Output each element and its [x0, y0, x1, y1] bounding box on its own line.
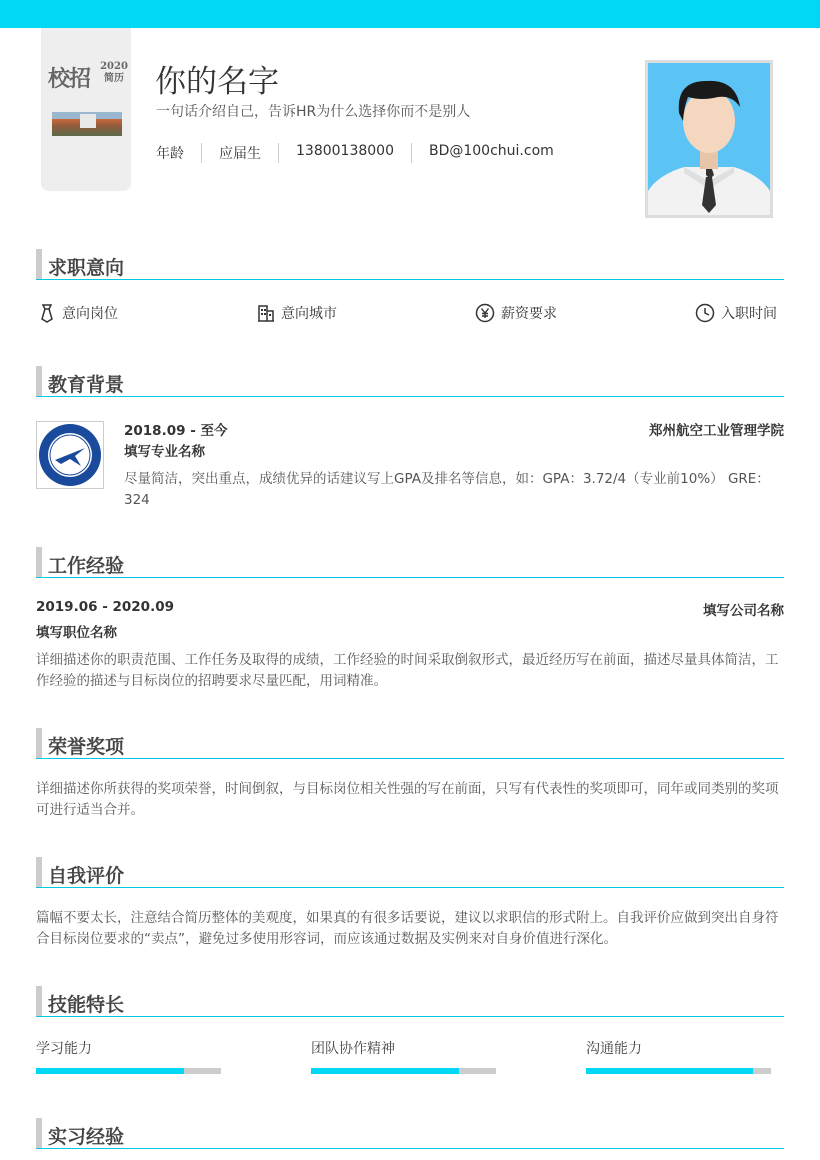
section-title: 技能特长 [48, 994, 125, 1016]
info-phone: 13800138000 [278, 143, 411, 163]
work-period: 2019.06 - 2020.09 [36, 599, 174, 615]
section-header-self [36, 857, 784, 888]
section-header-work [36, 547, 784, 578]
section-header-skills [36, 986, 784, 1017]
basic-info-row [156, 143, 571, 163]
section-marker [36, 547, 42, 577]
education-school: 郑州航空工业管理学院 [649, 423, 784, 439]
clock-icon [695, 303, 715, 323]
logo-year-text [99, 61, 129, 85]
skill-bar-fill [586, 1068, 753, 1074]
info-age: 年龄 [156, 146, 184, 162]
candidate-name: 你的名字 [155, 64, 279, 100]
education-period: 2018.09 - 至今 [124, 423, 228, 439]
section-marker [36, 728, 42, 758]
intent-start-date-label: 入职时间 [721, 306, 777, 322]
section-marker [36, 366, 42, 396]
section-title: 工作经验 [48, 555, 125, 577]
building-icon [257, 303, 275, 323]
work-position: 填写职位名称 [36, 625, 117, 641]
avatar-illustration [648, 63, 770, 215]
intent-start-date [695, 303, 777, 323]
self-evaluation: 篇幅不要太长，注意结合简历整体的美观度，如果真的有很多话要说，建议以求职信的形式附上。自我评价应做到突出自身符合目标岗位要求的“卖点”，避免过多使用形容词，而应该通过数据及实例来对自身价值进行深化。 [36, 910, 779, 947]
skill-bar-fill [311, 1068, 459, 1074]
tie-icon [38, 303, 56, 323]
yen-icon [475, 303, 495, 323]
profile-photo [645, 60, 773, 218]
skill-name: 学习能力 [36, 1041, 92, 1057]
candidate-intro: 一句话介绍自己，告诉HR为什么选择你而不是别人 [156, 104, 471, 120]
school-emblem [36, 421, 104, 489]
logo-year: 2020 [100, 61, 128, 72]
logo-main-text: 校招 [48, 66, 91, 92]
info-email: BD@100chui.com [411, 143, 571, 163]
section-header-intent [36, 249, 784, 280]
section-title: 荣誉奖项 [48, 736, 125, 758]
top-accent-bar [0, 0, 820, 28]
intent-position-label: 意向岗位 [62, 306, 118, 322]
section-header-honors [36, 728, 784, 759]
section-title: 求职意向 [48, 257, 125, 279]
intent-position [38, 303, 118, 323]
honors-description: 详细描述你所获得的奖项荣誉，时间倒叙，与目标岗位相关性强的写在前面，只写有代表性的奖项即可，同年或同类别的奖项可进行适当合并。 [36, 781, 779, 818]
skill-bar [36, 1068, 221, 1074]
section-title: 实习经验 [48, 1126, 125, 1148]
section-header-education [36, 366, 784, 397]
intent-city-label: 意向城市 [281, 306, 337, 322]
section-title: 教育背景 [48, 374, 125, 396]
intent-salary [475, 303, 557, 323]
skill-name: 团队协作精神 [311, 1041, 395, 1057]
intent-salary-label: 薪资要求 [501, 306, 557, 322]
section-marker [36, 1118, 42, 1148]
section-marker [36, 986, 42, 1016]
school-emblem-icon [37, 422, 103, 488]
intent-city [257, 303, 337, 323]
skill-bar-fill [36, 1068, 184, 1074]
campus-resume-logo [41, 28, 131, 191]
section-marker [36, 857, 42, 887]
section-title: 自我评价 [48, 865, 125, 887]
skill-bar [311, 1068, 496, 1074]
education-major: 填写专业名称 [124, 444, 205, 460]
work-description: 详细描述你的职责范围、工作任务及取得的成绩，工作经验的时间采取倒叙形式，最近经历写在前面，描述尽量具体简洁，工作经验的描述与目标岗位的招聘要求尽量匹配，用词精准。 [36, 652, 779, 689]
section-header-intern [36, 1118, 784, 1149]
skill-bar [586, 1068, 771, 1074]
info-status: 应届生 [201, 143, 278, 163]
logo-sub: 简历 [104, 73, 124, 84]
section-marker [36, 249, 42, 279]
work-company: 填写公司名称 [703, 603, 784, 619]
education-description: 尽量简洁，突出重点，成绩优异的话建议写上GPA及排名等信息，如：GPA：3.72/4（专业前10%） GRE：324 [124, 471, 770, 508]
skill-name: 沟通能力 [586, 1041, 642, 1057]
logo-campus-image [52, 112, 122, 136]
